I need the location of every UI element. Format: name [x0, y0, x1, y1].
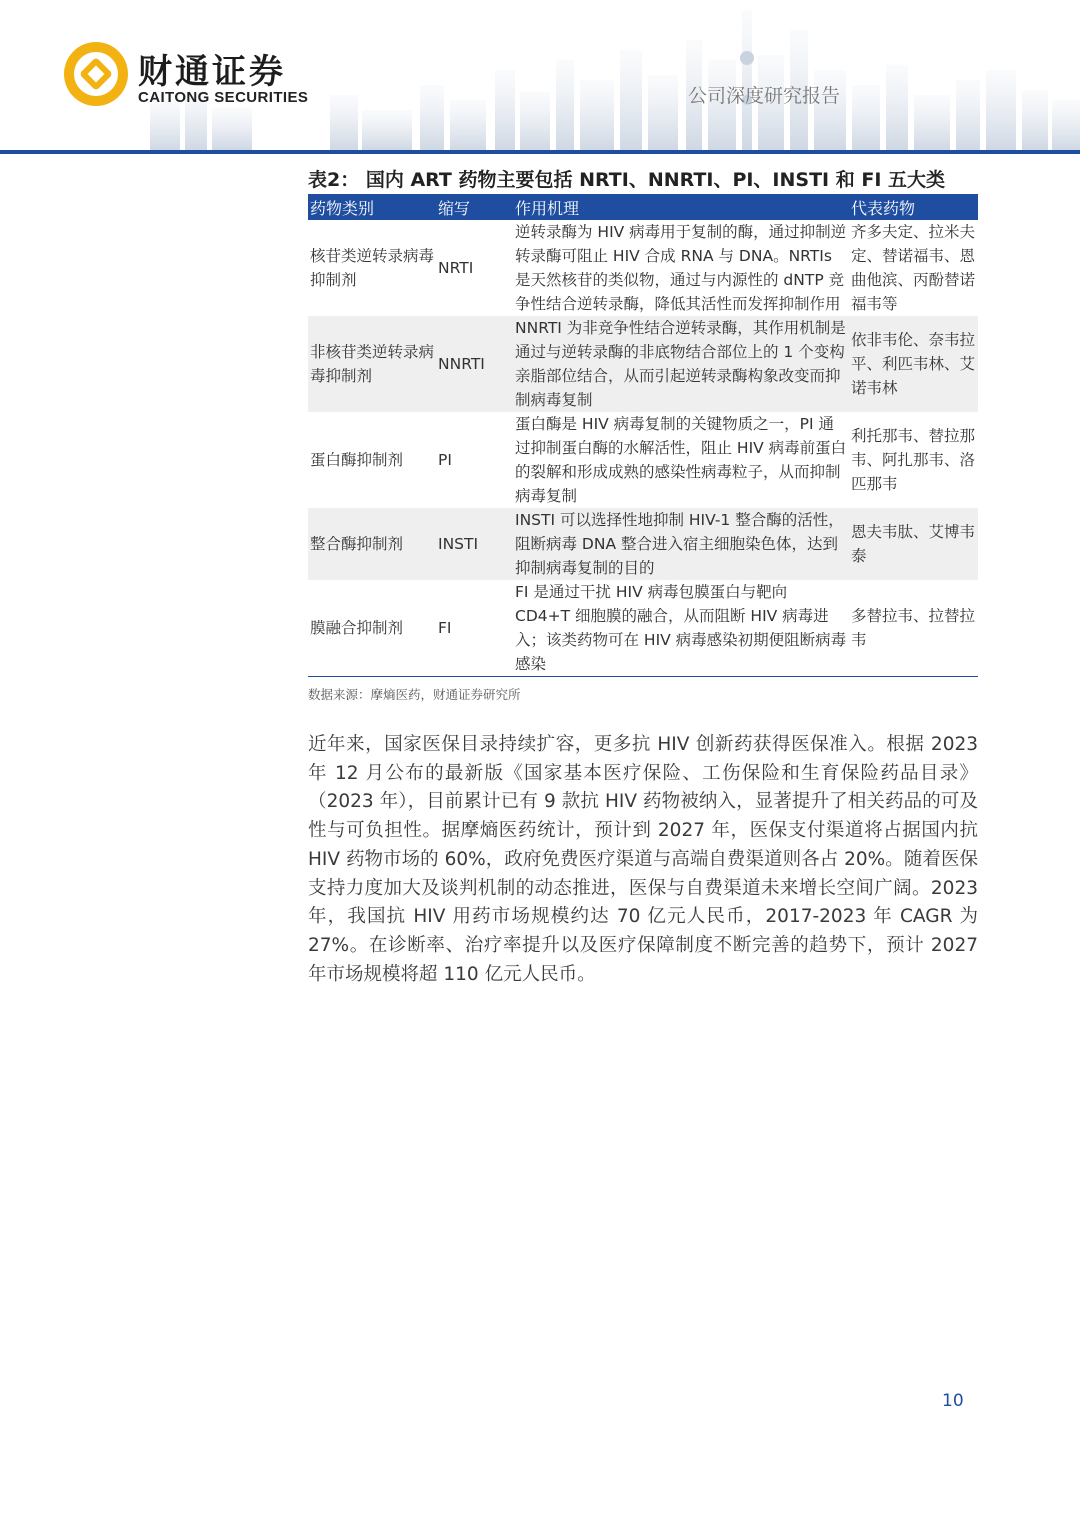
art-drug-table: [308, 194, 978, 677]
mechanism-cell: FI 是通过干扰 HIV 病毒包膜蛋白与靶向 CD4+T 细胞膜的融合，从而阻断 HIV 病毒进入；该类药物可在 HIV 病毒感染初期便阻断病毒感染: [513, 580, 849, 677]
drug-category-cell: 核苷类逆转录病毒抑制剂: [310, 247, 435, 289]
drug-category-cell: 整合酶抑制剂: [308, 508, 436, 580]
representative-drugs-cell: 多替拉韦、拉替拉韦: [849, 580, 978, 677]
page-header: [0, 0, 1080, 158]
representative-drugs-cell: 利托那韦、替拉那韦、阿扎那韦、洛匹那韦: [851, 427, 976, 493]
table-header-row: [308, 194, 978, 220]
brand-name-cn: 财通证券: [138, 52, 286, 92]
drug-category-cell: 非核苷类逆转录病毒抑制剂: [308, 316, 436, 412]
abbreviation-cell: INSTI: [436, 508, 513, 580]
mechanism-cell: INSTI 可以选择性地抑制 HIV-1 整合酶的活性，阻断病毒 DNA 整合进入宿主细胞染色体，达到抑制病毒复制的目的: [513, 508, 849, 580]
abbreviation-cell: NNRTI: [436, 316, 513, 412]
representative-drugs-cell: 依非韦伦、奈韦拉平、利匹韦林、艾诺韦林: [849, 316, 978, 412]
drug-category-cell: 蛋白酶抑制剂: [310, 451, 404, 469]
representative-drugs-cell: 齐多夫定、拉米夫定、替诺福韦、恩曲他滨、丙酚替诺福韦等: [851, 223, 976, 313]
table-row: [308, 580, 978, 677]
brand-name-en: CAITONG SECURITIES: [138, 89, 309, 106]
abbreviation-cell: PI: [438, 451, 452, 469]
main-content: [308, 166, 978, 989]
table-row: [308, 316, 978, 412]
column-header: 缩写: [436, 194, 513, 220]
table-source-note: 数据来源：摩熵医药，财通证券研究所: [308, 687, 521, 702]
table-row: [308, 220, 978, 316]
caitong-logo-icon: [62, 40, 130, 108]
body-paragraph: 近年来，国家医保目录持续扩容，更多抗 HIV 创新药获得医保准入。根据 2023 年 12 月公布的最新版《国家基本医疗保险、工伤保险和生育保险药品目录》（2023 年），目前累计已有 9 款抗 HIV 药物被纳入，显著提升了相关药品的可及性与可负担性。据摩熵医药统计，预计到 2027 年，医保支付渠道将占据国内抗 HIV 药物市场的 60%，政府免费医疗渠道与高端自费渠道则各占 20%。随着医保支持力度加大及谈判机制的动态推进，医保与自费渠道未来增长空间广阔。2023 年，我国抗 HIV 用药市场规模约达 70 亿元人民币，2017-2023 年 CAGR 为 27%。在诊断率、治疗率提升以及医疗保障制度不断完善的趋势下，预计 2027 年市场规模将超 110 亿元人民币。: [308, 734, 978, 985]
page-number: 10: [942, 1391, 964, 1411]
header-divider: [0, 150, 1080, 154]
column-header: 代表药物: [849, 194, 978, 220]
column-header: 药物类别: [308, 194, 436, 220]
drug-category-cell: 膜融合抑制剂: [308, 580, 436, 677]
abbreviation-cell: NRTI: [438, 259, 474, 277]
report-type-label: 公司深度研究报告: [687, 85, 840, 107]
table-row: [308, 412, 978, 508]
table-row: [308, 508, 978, 580]
mechanism-cell: NNRTI 为非竞争性结合逆转录酶，其作用机制是通过与逆转录酶的非底物结合部位上的 1 个变构亲脂部位结合，从而引起逆转录酶构象改变而抑制病毒复制: [513, 316, 849, 412]
table-title: 表2： 国内 ART 药物主要包括 NRTI、NNRTI、PI、INSTI 和 FI 五大类: [308, 169, 946, 191]
representative-drugs-cell: 恩夫韦肽、艾博韦泰: [849, 508, 978, 580]
mechanism-cell: 逆转录酶为 HIV 病毒用于复制的酶，通过抑制逆转录酶可阻止 HIV 合成 RNA 与 DNA。NRTIs 是天然核苷的类似物，通过与内源性的 dNTP 竞争性结合逆转录酶，降低其活性而发挥抑制作用: [515, 223, 847, 313]
column-header: 作用机理: [513, 194, 849, 220]
mechanism-cell: 蛋白酶是 HIV 病毒复制的关键物质之一，PI 通过抑制蛋白酶的水解活性，阻止 HIV 病毒前蛋白的裂解和形成成熟的感染性病毒粒子，从而抑制病毒复制: [515, 415, 847, 505]
abbreviation-cell: FI: [436, 580, 513, 677]
